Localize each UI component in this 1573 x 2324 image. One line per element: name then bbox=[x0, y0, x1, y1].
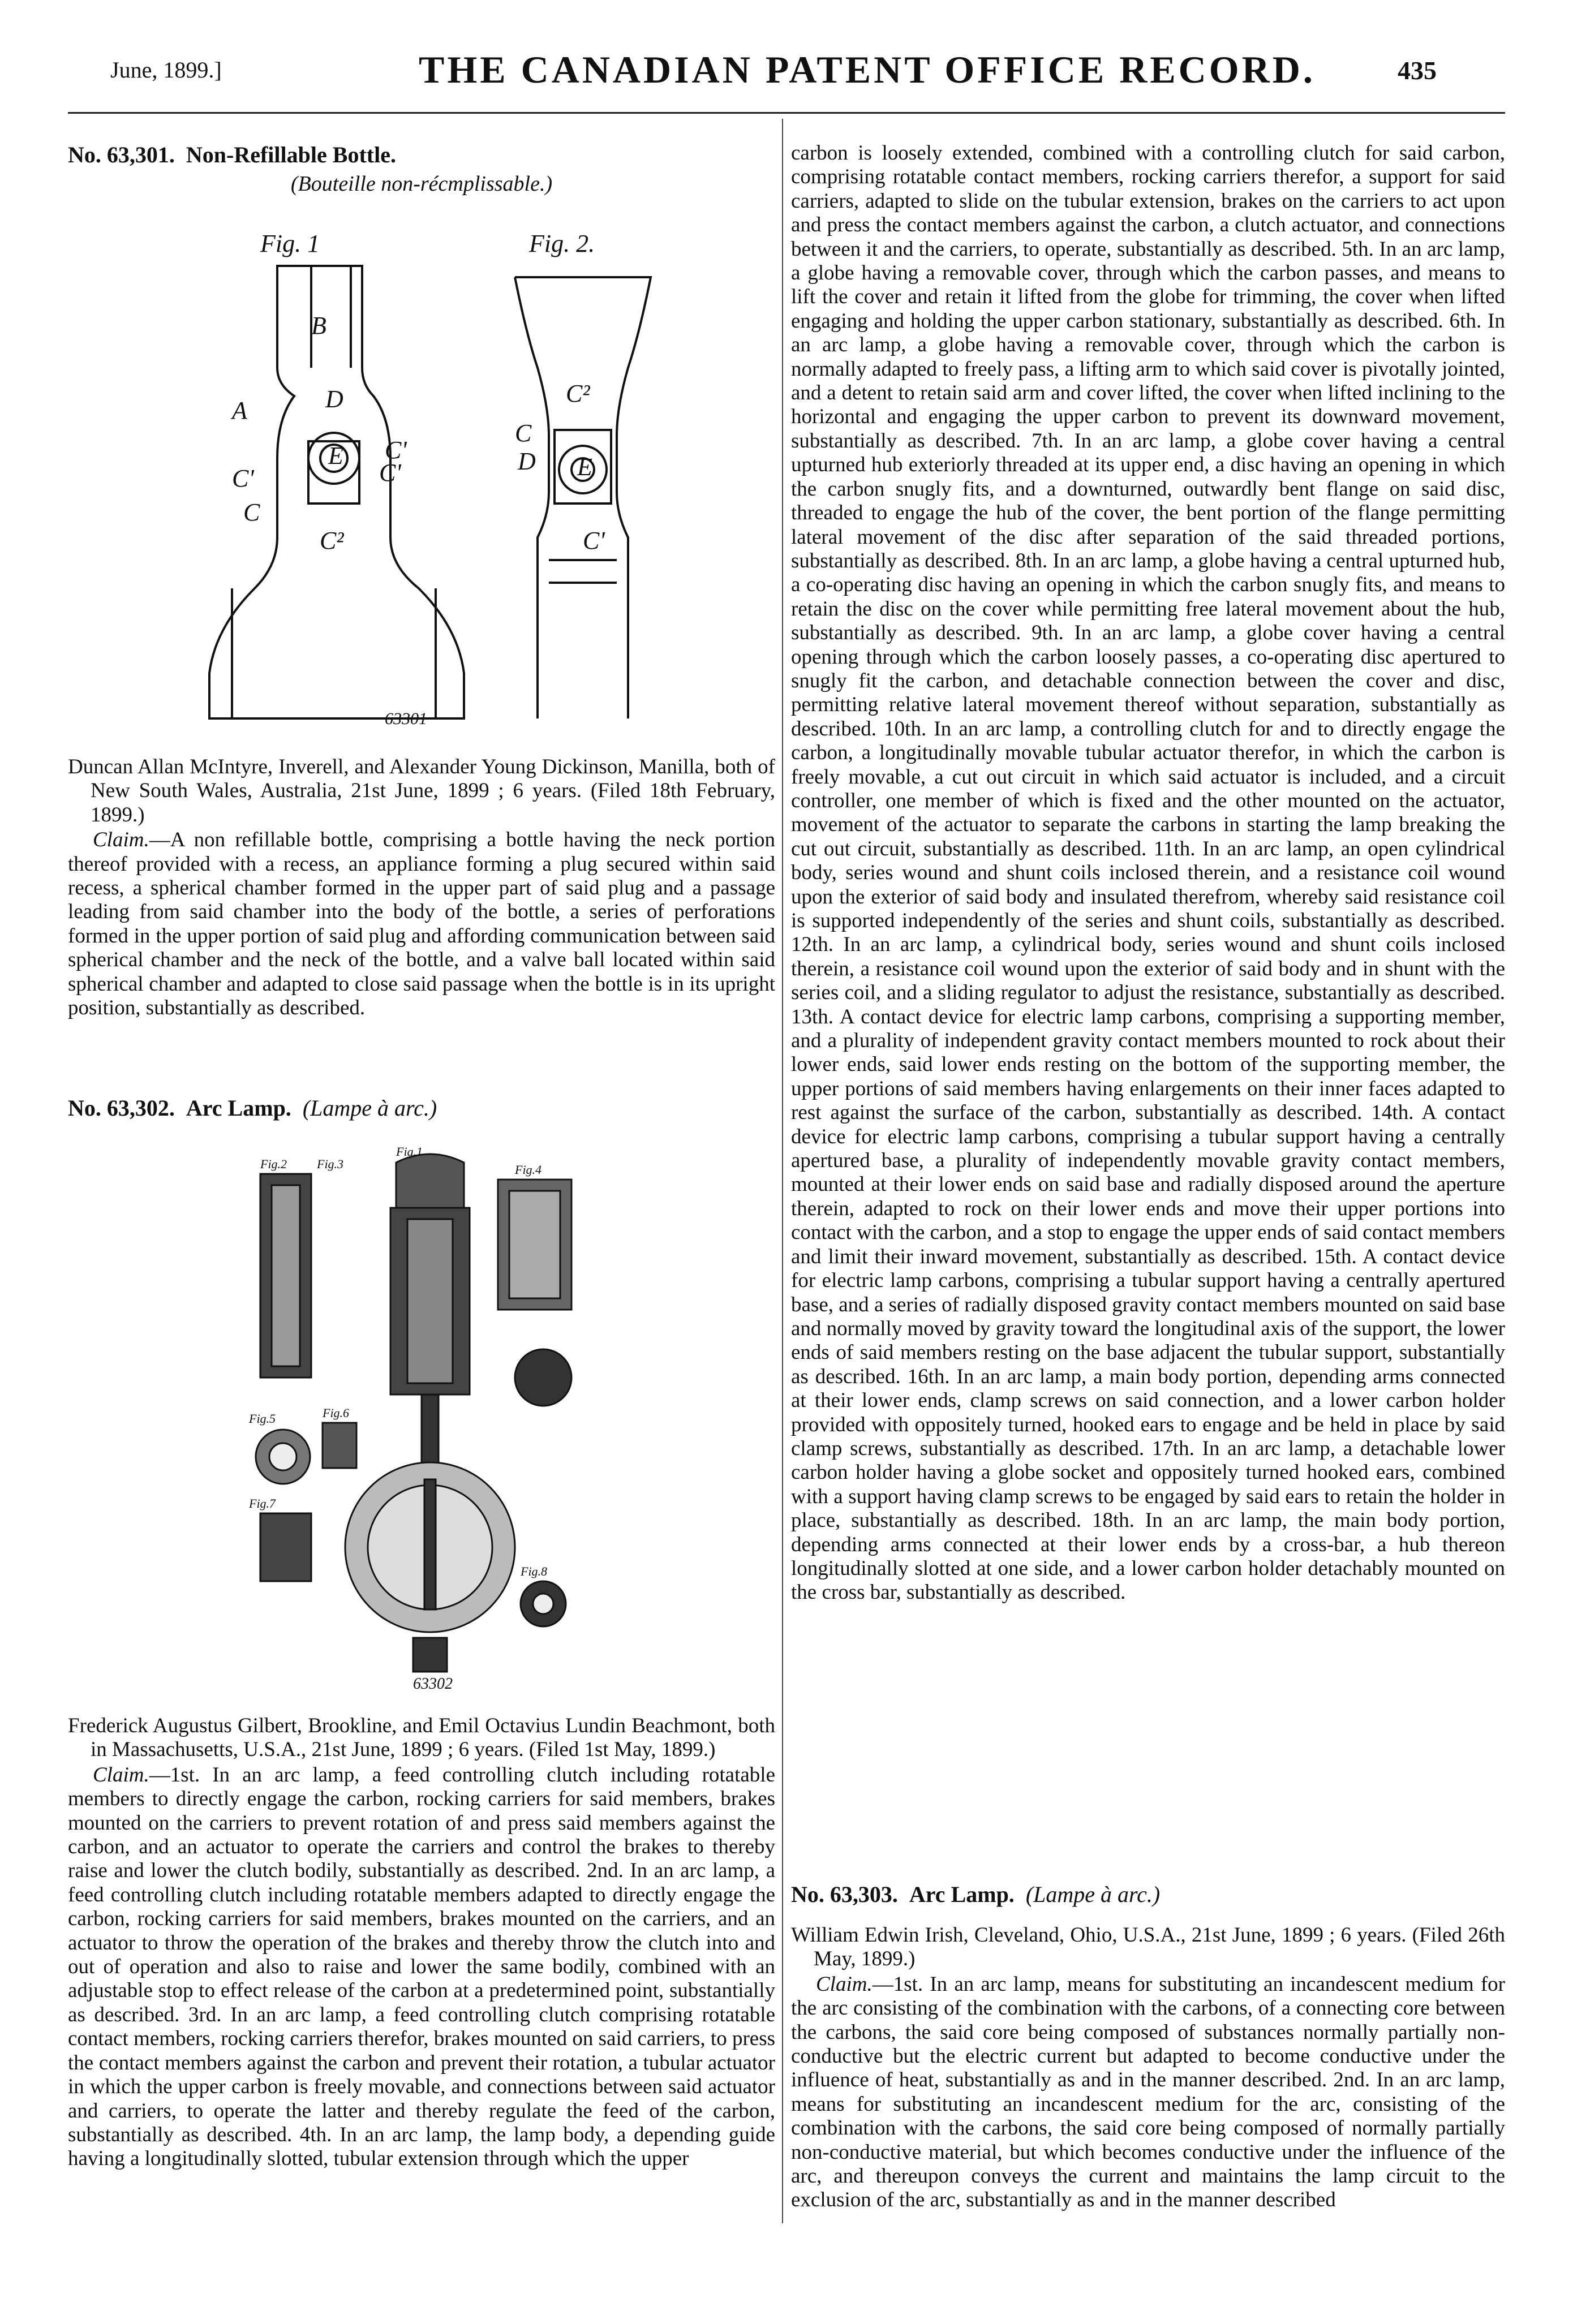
figure-ref-number: 63302 bbox=[413, 1675, 453, 1693]
column-divider bbox=[782, 119, 783, 2223]
fig-letter: D bbox=[518, 447, 536, 475]
inventor-text: Frederick Augustus Gilbert, Brookline, and Emil Octavius Lundin Beachmont, both in Massachusetts, U.S.A., 21st June, 1899 ; 6 years. (Filed 1st May, 1899.) bbox=[68, 1714, 775, 1762]
patent-title: Arc Lamp. bbox=[186, 1095, 291, 1121]
fig-label: Fig.1 bbox=[396, 1144, 423, 1159]
fig-label: Fig.3 bbox=[317, 1157, 344, 1171]
fig-letter: E bbox=[577, 453, 592, 481]
fig-letter: C' bbox=[379, 459, 401, 487]
claim-paragraph bbox=[791, 1973, 1505, 2213]
patent-63301-heading bbox=[68, 141, 775, 196]
page-header bbox=[0, 0, 1573, 124]
claim-label: Claim. bbox=[816, 1972, 873, 1996]
claim-continued-text: carbon is loosely extended, combined with a controlling clutch for said carbon, comprising rotatable contact members, rocking carriers therefor, a support for said carriers, adapted to slide on the tubular extension, brakes on the carriers to act upon and press the contact members against the carbon, a clutch actuator, and connections between it and the carriers, to operate, substantially as described. 5th. In an arc lamp, a globe having a removable cover, through which the carbon passes, and means to lift the cover and retain it lifted from the globe for trimming, the cover when lifted engaging and holding the upper carbon stationary, substantially as described. 6th. In an arc lamp, a globe having a removable cover, through which the carbon is normally adapted to freely pass, a lifting arm to which said cover is pivotally jointed, and a detent to retain said arm and cover lifted, the cover when lifted inclining to the horizontal and engaging the upper carbon to prevent its downward movement, substantially as described. 7th. In an arc lamp, a globe cover having a central upturned hub exteriorly threaded at its upper end, a disc having an opening in which the carbon snugly fits, and a downturned, outwardly bent flange on said disc, threaded to engage the hub of the cover, the bent portion of the flange permitting lateral movement of the disc after separation of the said threaded portions, substantially as described. 8th. In an arc lamp, a globe having a central upturned hub, a co-operating disc having an opening in which the carbon snugly fits, and means to retain the disc on the cover while permitting free lateral movement about the hub, substantially as described. 9th. In an arc lamp, a globe cover having a central opening through which the carbon loosely passes, a co-operating disc apertured to snugly fit the carbon, and detachable connection between the cover and disc, permitting relative lateral movement thereof without separation, substantially as described. 10th. In an arc lamp, a controlling clutch for and to directly engage the carbon, a longitudinally movable tubular actuator therefor, in which the carbon is freely movable, a cut out circuit in which said actuator is included, and a circuit controller, one member of which is fixed and the other mounted on the actuator, movement of the actuator to separate the carbons in starting the lamp breaking the cut out circuit, substantially as described. 11th. In an arc lamp, an open cylindrical body, series wound and shunt coils inclosed therein, and a resistance coil wound upon the exterior of said body and insulated therefrom, whereby said resistance coil is supported independently of the series and shunt coils, substantially as described. 12th. In an arc lamp, a cylindrical body, series wound and shunt coils inclosed therein, a resistance coil wound upon the exterior of said body and in shunt with the series coil, and a sliding regulator to adjust the resistance, substantially as described. 13th. A contact device for electric lamp carbons, comprising a supporting member, and a plurality of independent gravity contact members mounted to rock about their lower ends, said lower ends resting on the bottom of the supporting member, the upper portions of said members having enlargements on their inner faces adapted to rest against the surface of the carbon, substantially as described. 14th. A contact device for electric lamp carbons, comprising a tubular support having a centrally apertured base, a plurality of independently movable gravity contact members, mounted at their lower ends on said base and radially disposed around the aperture therein, adapted to rock on their lower ends and move their upper portions into contact with the carbon, and a stop to engage the upper ends of said contact members and limit their inward movement, substantially as described. 15th. A contact device for electric lamp carbons, comprising a tubular support having a centrally apertured base, and a series of radially disposed gravity contact members mounted on said base and normally moved by gravity toward the longitudinal axis of the support, the lower ends of said members resting on the base adjacent the tubular support, substantially as described. 16th. In an arc lamp, a main body portion, depending arms connected at their lower ends, clamp screws on said connection, and a lower carbon holder provided with oppositely turned, hooked ears to engage and be held in place by said clamp screws, substantially as described. 17th. In an arc lamp, a detachable lower carbon holder having a globe socket and oppositely turned hooked ears, combined with a support having clamp screws to be engaged by said ears to retain the holder in place, substantially as described. 18th. In an arc lamp, the main body portion, depending arms connected at their lower ends by a cross-bar, a hub thereon longitudinally slotted at one side, and a lower carbon holder detachably mounted on the cross bar, substantially as described. bbox=[791, 141, 1505, 1604]
claim-text: —1st. In an arc lamp, means for substituting an incandescent medium for the arc consisting of the combination with the carbons, of a connecting core between the carbons, the said core being composed of substances normally partially non-conductive but the electric current but adapted to become conductive under the influence of heat, substantially as and in the manner described. 2nd. In an arc lamp, means for substituting an incandescent medium for the arc, consisting of the combination with the carbons, the said core being composed of normally partially non-conductive material, but which becomes conductive under the influence of the arc, and thereupon conveys the current and maintains the lamp circuit to the exclusion of the arc, substantially as and in the manner described bbox=[791, 1972, 1505, 2212]
patent-63302-continued bbox=[791, 141, 1505, 1605]
fig2-label: Fig. 2. bbox=[529, 230, 595, 257]
header-rule bbox=[68, 112, 1505, 114]
fig-letter: C bbox=[243, 498, 260, 526]
fig-letter: C bbox=[515, 419, 532, 447]
inventor-text: Duncan Allan McIntyre, Inverell, and Alexander Young Dickinson, Manilla, both of New South Wales, Australia, 21st June, 1899 ; 6 years. (Filed 18th February, 1899.) bbox=[68, 755, 775, 827]
issue-date: June, 1899.] bbox=[110, 57, 222, 83]
fig-label: Fig.8 bbox=[521, 1564, 548, 1578]
claim-label: Claim. bbox=[93, 828, 149, 852]
patent-63303-heading bbox=[791, 1881, 1505, 1908]
patent-number: No. 63,303. bbox=[791, 1882, 898, 1907]
claim-text: —A non refillable bottle, comprising a bottle having the neck portion thereof provided with a recess, an appliance forming a plug secured within said recess, a spherical chamber formed in the upper part of said plug and a passage leading from said chamber into the body of the bottle, a series of perforations formed in the upper portion of said plug and affording communication between said spherical chamber and the neck of the bottle, and a valve ball located within said spherical chamber and adapted to close said passage when the bottle is in its upright position, substantially as described. bbox=[68, 828, 775, 1020]
fig-letter: C² bbox=[566, 380, 590, 407]
patent-63302-body bbox=[68, 1714, 775, 2171]
fig-label: Fig.7 bbox=[249, 1496, 276, 1510]
fig-label: Fig.2 bbox=[260, 1157, 287, 1171]
fig-label: Fig.5 bbox=[249, 1411, 276, 1426]
patent-french-title: (Bouteille non-récmplissable.) bbox=[290, 172, 553, 196]
arc-lamp-figure bbox=[226, 1140, 634, 1694]
claim-label: Claim. bbox=[93, 1763, 149, 1787]
patent-63302-heading bbox=[68, 1095, 775, 1121]
claim-text: —1st. In an arc lamp, a feed controlling clutch including rotatable members to directly engage the carbon, rocking carriers for said members, brakes mounted on the carriers to prevent rotation of and press said members against the carbon, and an actuator to operate the carriers and control the brakes to thereby raise and lower the clutch bodily, substantially as described. 2nd. In an arc lamp, a feed controlling clutch including rotatable members adapted to directly engage the carbon, rocking carriers for said members, brakes mounted on the carriers, and an actuator to throw the operation of the brakes and thereby throw the clutch into and out of operation and also to raise and lower the same bodily, combined with an adjustable stop to effect release of the carbon at a predetermined point, substantially as described. 3rd. In an arc lamp, a feed controlling clutch comprising rotatable contact members, rocking carriers therefor, brakes mounted on said carriers, to press the contact members against the carbon and prevent their rotation, a tubular actuator in which the upper carbon is freely movable, and connections between said actuator and carriers, to operate the latter and thereby regulate the feed of the carbon, substantially as described. 4th. In an arc lamp, the lamp body, a depending guide having a longitudinally slotted, tubular extension through which the upper bbox=[68, 1763, 775, 2171]
page-number: 435 bbox=[1398, 56, 1437, 85]
patent-63301-body bbox=[68, 755, 775, 1020]
fig-label: Fig.6 bbox=[323, 1406, 350, 1420]
fig-letter: E bbox=[328, 442, 343, 470]
patent-63303-body bbox=[791, 1923, 1505, 2213]
patent-number: No. 63,302. bbox=[68, 1095, 175, 1121]
fig-letter: B bbox=[311, 312, 326, 339]
fig-letter: C' bbox=[583, 527, 605, 554]
bottle-figure bbox=[198, 221, 662, 730]
inventor-text: William Edwin Irish, Cleveland, Ohio, U.S.A., 21st June, 1899 ; 6 years. (Filed 26th May, 1899.) bbox=[791, 1923, 1505, 1971]
patent-number: No. 63,301. bbox=[68, 142, 175, 167]
claim-paragraph bbox=[68, 828, 775, 1020]
claim-paragraph bbox=[68, 1763, 775, 2171]
fig-letter: A bbox=[232, 397, 247, 424]
fig-letter: D bbox=[325, 385, 343, 413]
fig-letter: C' bbox=[232, 464, 254, 492]
patent-title: Arc Lamp. bbox=[909, 1882, 1015, 1907]
patent-french-title: (Lampe à arc.) bbox=[302, 1095, 437, 1121]
figure-ref-number: 63301 bbox=[385, 709, 427, 728]
fig-letter: C' bbox=[385, 436, 407, 464]
patent-title: Non-Refillable Bottle. bbox=[186, 142, 396, 167]
patent-french-title: (Lampe à arc.) bbox=[1025, 1882, 1161, 1907]
fig1-label: Fig. 1 bbox=[260, 230, 320, 257]
fig-letter: C² bbox=[320, 527, 344, 554]
journal-title: THE CANADIAN PATENT OFFICE RECORD. bbox=[419, 48, 1316, 91]
fig-label: Fig.4 bbox=[515, 1163, 542, 1177]
